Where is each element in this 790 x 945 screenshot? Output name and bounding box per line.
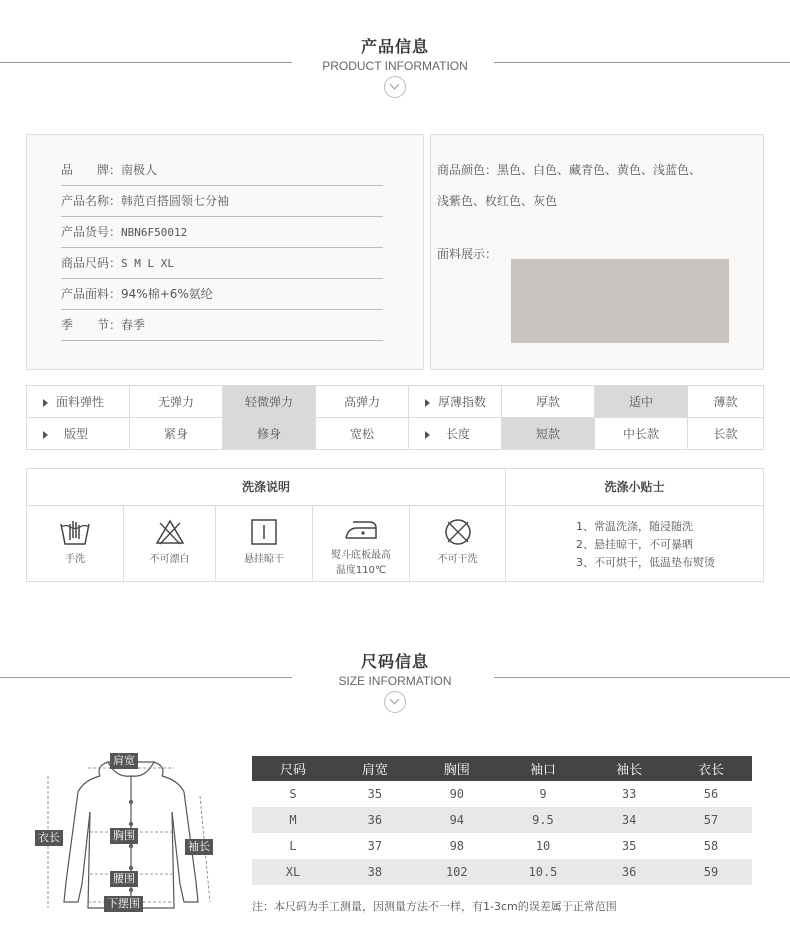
wash-label: 熨斗底板最高 [331,550,391,561]
size-col-header: 衣长 [670,756,752,781]
no-bleach-icon [155,518,185,546]
attr-option: 无弹力 [130,386,223,418]
table-cell: 57 [670,807,752,833]
attr-label-text: 版型 [64,427,89,441]
chevron-down-icon [384,691,406,713]
fabric-swatch [511,259,729,343]
attr-option-selected: 适中 [595,386,688,418]
table-cell: 36 [334,807,416,833]
product-info-subtitle: PRODUCT INFORMATION [322,59,468,73]
color-values-1: 黑色、白色、藏青色、黄色、浅蓝色、 [497,163,702,177]
table-cell: S [289,787,297,801]
wash-label: 手洗 [65,554,85,565]
info-row-sizes [61,248,383,279]
diagram-label-sleeve: 袖长 [185,839,213,855]
table-cell: XL [252,859,334,885]
attribute-table [26,385,764,450]
wash-item-iron [313,506,409,581]
attr-option: 长款 [688,418,764,450]
triangle-right-icon [425,431,430,439]
diagram-label-waist: 腰围 [110,871,138,887]
table-cell: 33 [621,787,637,801]
iron-icon [343,518,379,542]
washing-tip: 1、常温洗涤，随浸随洗 [576,520,693,533]
info-row-sku [61,217,383,248]
info-key: 产品名称： [61,194,122,208]
info-key: 季 节： [61,318,122,332]
wash-label: 不可漂白 [149,554,190,565]
info-value: 94%棉+6%氨纶 [121,287,213,301]
size-info-subtitle: SIZE INFORMATION [338,674,452,688]
triangle-right-icon [43,431,48,439]
attr-label-thickness [409,386,502,418]
size-info-title: 尺码信息 [360,652,429,671]
size-info-heading [0,649,790,688]
washing-tip: 2、悬挂晾干，不可暴晒 [576,538,693,551]
info-value: 春季 [121,318,146,332]
table-row [252,859,752,885]
table-cell: 9 [539,787,547,801]
size-note: 注：本尺码为手工测量，因测量方法不一样，有1-3cm的误差属于正常范围 [252,900,617,913]
diagram-label-length: 衣长 [35,830,63,846]
washing-tips [576,518,715,572]
product-info-heading [0,34,790,73]
color-line-1 [437,161,701,178]
table-row [252,807,752,833]
table-cell: 98 [449,839,465,853]
wash-item-hang [216,506,312,581]
info-row-fabric [61,279,383,310]
info-key: 商品尺码： [61,256,122,270]
table-cell: 36 [588,859,670,885]
table-cell: 59 [670,859,752,885]
table-cell: 37 [367,839,383,853]
hand-wash-icon [58,518,92,546]
attr-option: 紧身 [130,418,223,450]
attr-label-length [409,418,502,450]
info-key: 产品面料： [61,287,122,301]
info-key: 产品货号： [61,225,122,239]
table-cell: 34 [588,807,670,833]
triangle-right-icon [43,399,48,407]
attr-row-elasticity [27,386,764,418]
info-row-name [61,186,383,217]
table-cell: 38 [334,859,416,885]
diagram-label-chest: 胸围 [110,828,138,844]
table-cell: 35 [621,839,637,853]
attr-option: 高弹力 [316,386,409,418]
attr-label-text: 长度 [446,427,471,441]
wash-item-dryclean [410,506,505,581]
info-row-brand [61,155,383,186]
attr-label-text: 面料弹性 [56,395,105,409]
table-row [252,781,752,807]
wash-label: 悬挂晾干 [244,554,284,565]
info-value: NBN6F50012 [121,226,188,239]
info-row-season [61,310,383,341]
table-cell: 9.5 [498,807,588,833]
fabric-label: 面料展示： [437,247,498,261]
attr-option-selected: 修身 [223,418,316,450]
size-col-header: 胸围 [416,756,498,781]
color-line-2: 浅紫色、枚红色、灰色 [437,194,558,208]
attr-option: 宽松 [316,418,409,450]
table-cell: 58 [703,839,719,853]
table-cell: 10 [535,839,551,853]
table-row [252,833,752,859]
table-cell: 10.5 [498,859,588,885]
info-value: 韩范百搭圆领七分袖 [121,194,230,208]
size-table-header [252,756,752,781]
size-col-header: 袖口 [498,756,588,781]
info-key: 品 牌： [61,163,122,177]
size-col-header: 尺码 [252,756,334,781]
color-fabric-panel [430,134,764,370]
table-cell: 90 [449,787,465,801]
table-cell: 102 [416,859,498,885]
washing-tips-title: 洗涤小贴士 [604,480,665,494]
hang-dry-icon [249,518,279,546]
attr-option: 中长款 [595,418,688,450]
triangle-right-icon [425,399,430,407]
table-cell: 35 [367,787,383,801]
attr-option: 薄款 [688,386,764,418]
wash-label-2: 温度110℃ [335,565,387,576]
table-cell: 94 [416,807,498,833]
attr-label-fit [27,418,130,450]
info-value: 南极人 [121,163,158,177]
product-info-title: 产品信息 [360,37,429,56]
washing-title: 洗涤说明 [241,480,290,494]
diagram-label-hem: 下摆围 [104,896,143,912]
washing-tip: 3、不可烘干，低温垫布熨烫 [576,556,715,569]
attr-label-elasticity [27,386,130,418]
product-details-panel [26,134,424,370]
size-col-header: 袖长 [588,756,670,781]
table-cell: 56 [703,787,719,801]
table-cell: L [289,839,297,853]
chevron-down-icon [384,76,406,98]
diagram-label-shoulder: 肩宽 [110,753,138,769]
wash-item-hand [27,506,123,581]
attr-option: 厚款 [502,386,595,418]
washing-divider [505,469,506,581]
wash-label: 不可干洗 [437,554,478,565]
color-label: 商品颜色： [437,163,498,177]
attr-option-selected: 短款 [502,418,595,450]
size-col-header: 肩宽 [334,756,416,781]
no-dry-clean-icon [443,518,473,546]
attr-label-text: 厚薄指数 [438,395,487,409]
size-table [252,756,752,885]
table-cell: M [252,807,334,833]
info-value: S M L XL [121,257,174,270]
attr-option-selected: 轻微弹力 [223,386,316,418]
attr-row-fit [27,418,764,450]
wash-item-bleach [124,506,215,581]
